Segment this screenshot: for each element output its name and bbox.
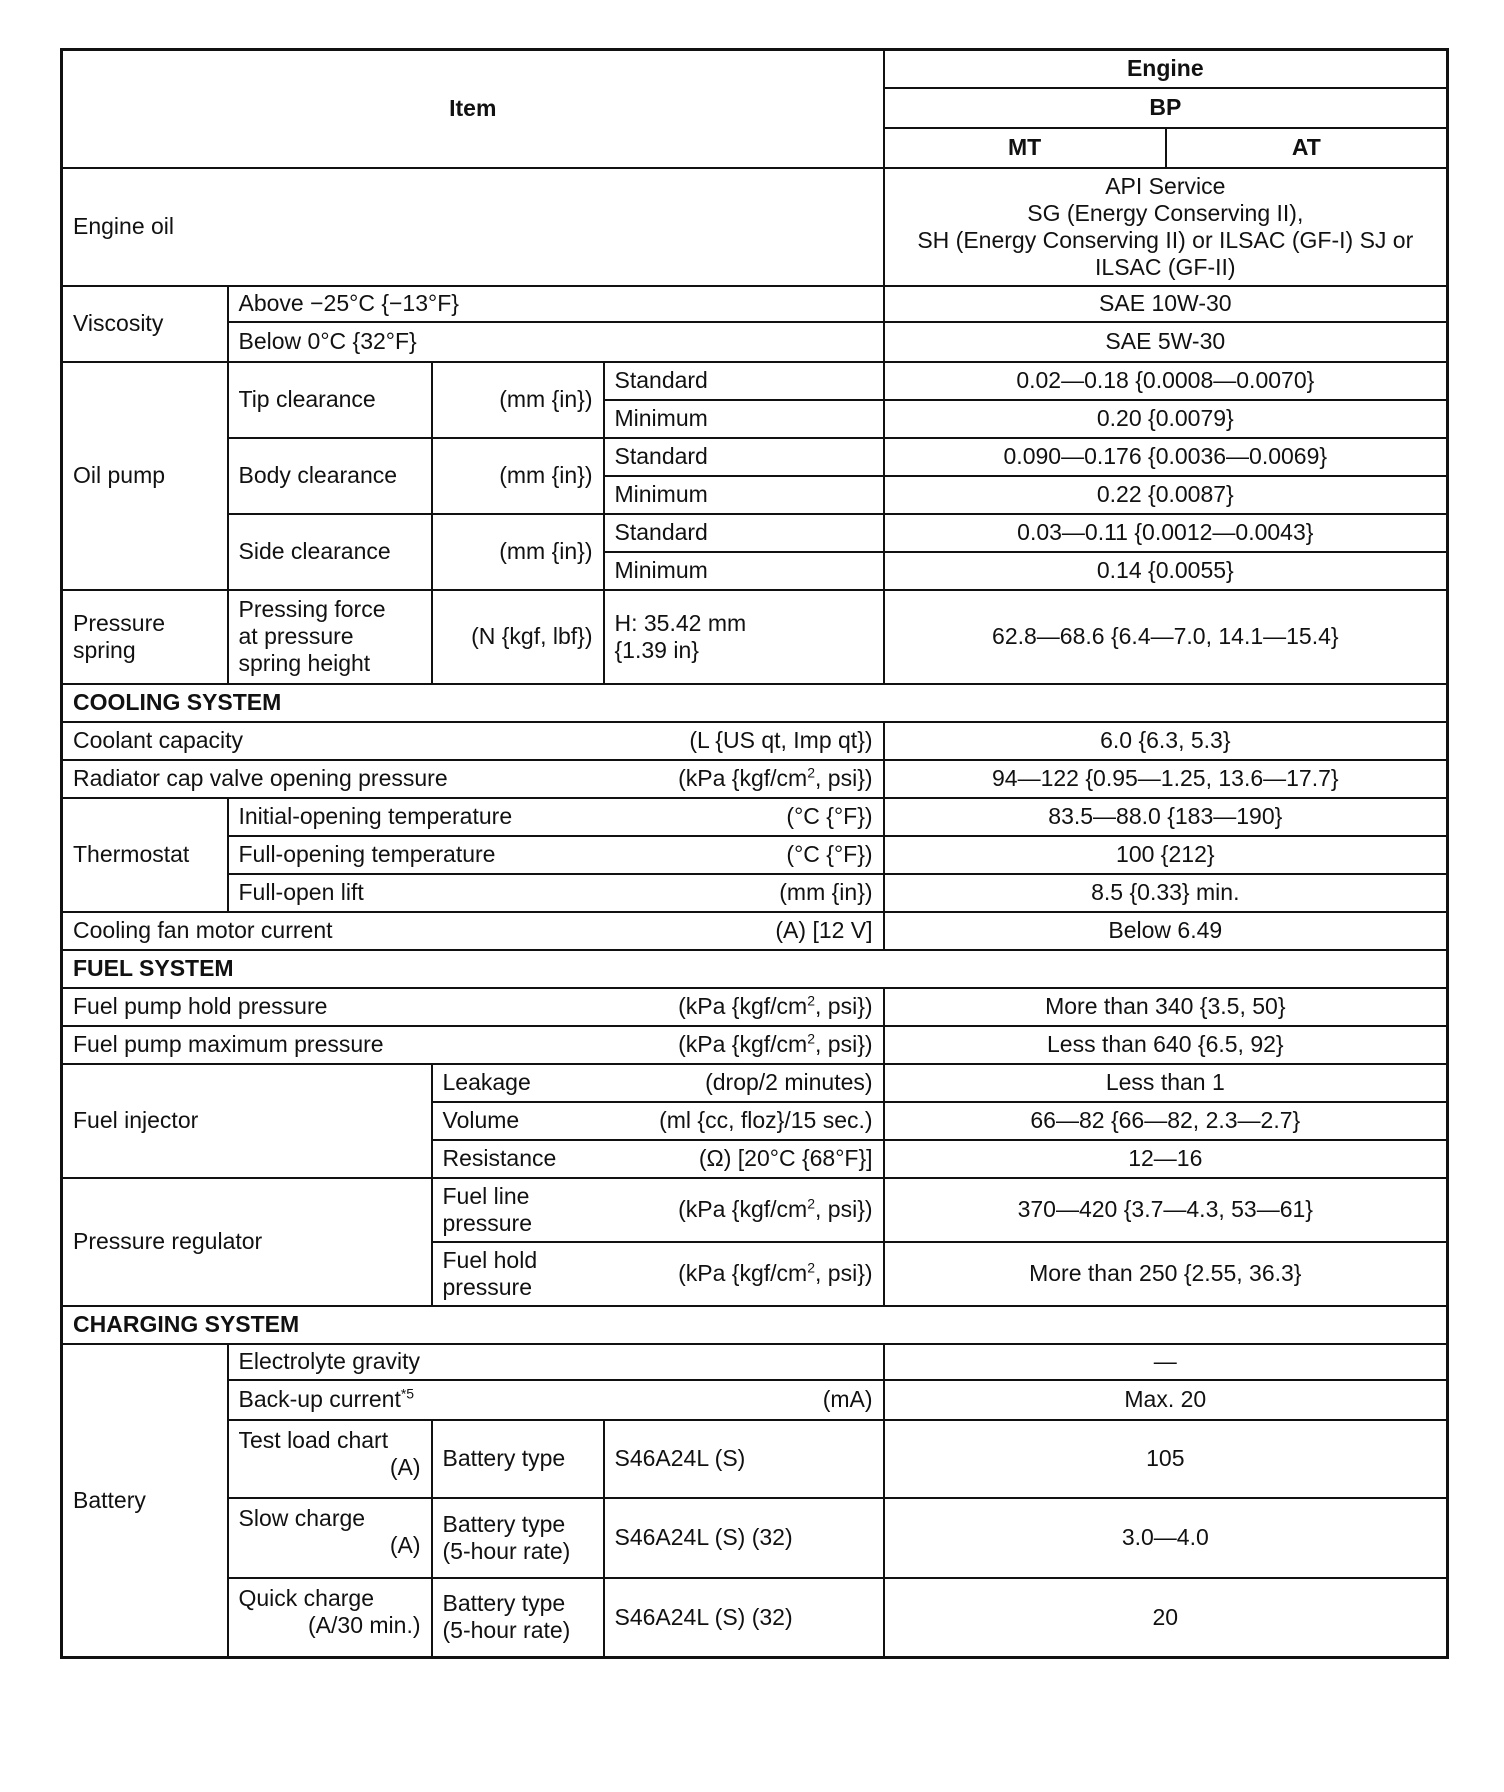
header-item: Item: [62, 50, 884, 168]
charging-system-heading: CHARGING SYSTEM: [62, 1306, 1448, 1344]
coolant-capacity-label: Coolant capacity: [73, 727, 244, 753]
unit-sup: 2: [807, 1030, 816, 1047]
cooling-system-heading: COOLING SYSTEM: [62, 684, 1448, 722]
fuel-injector-unit: (ml {cc, floz}/15 sec.): [659, 1107, 873, 1133]
pressure-spring-desc-line: Pressing force: [238, 596, 386, 622]
viscosity-condition: Above −25°C {−13°F}: [228, 286, 884, 322]
oil-pump-kind: Standard: [604, 362, 884, 400]
thermostat-unit: (°C {°F}): [786, 841, 873, 867]
engine-oil-value: [884, 168, 1448, 286]
thermostat-item: Full-open lift: [238, 879, 364, 905]
fuel-pump-max-row: [62, 1026, 884, 1064]
thermostat-unit: (°C {°F}): [786, 803, 873, 829]
fuel-pump-hold-label: Fuel pump hold pressure: [73, 993, 328, 1019]
coolant-capacity-unit: (L {US qt, Imp qt}): [689, 727, 873, 753]
thermostat-value: 100 {212}: [884, 836, 1448, 874]
viscosity-label: Viscosity: [62, 286, 228, 362]
engine-oil-label: Engine oil: [62, 168, 884, 286]
battery-test-name: [228, 1498, 432, 1578]
oil-pump-kind: Standard: [604, 438, 884, 476]
fuel-injector-row: [432, 1064, 884, 1102]
battery-type-label: [432, 1578, 604, 1658]
oil-pump-value: 0.090—0.176 {0.0036—0.0069}: [884, 438, 1448, 476]
unit-part: (kPa {kgf/cm: [678, 765, 808, 791]
battery-model: S46A24L (S): [604, 1420, 884, 1498]
pressure-spring-label: [62, 590, 228, 684]
thermostat-row: [228, 836, 884, 874]
regulator-item-line: pressure: [442, 1209, 532, 1236]
coolant-capacity-row: [62, 722, 884, 760]
electrolyte-gravity-label: Electrolyte gravity: [228, 1344, 884, 1380]
battery-type-line: (5-hour rate): [442, 1617, 571, 1644]
unit-sup: 2: [807, 992, 816, 1009]
oil-pump-item: Side clearance: [228, 514, 432, 590]
fuel-injector-unit: (drop/2 minutes): [705, 1069, 873, 1095]
viscosity-value: SAE 10W-30: [884, 286, 1448, 322]
battery-model: S46A24L (S) (32): [604, 1498, 884, 1578]
unit-part: (kPa {kgf/cm: [678, 1260, 808, 1286]
unit-sup: 2: [807, 1195, 816, 1212]
unit-part: (kPa {kgf/cm: [678, 1031, 808, 1057]
fuel-pump-hold-unit: [678, 993, 872, 1020]
regulator-item-line: Fuel line: [442, 1182, 530, 1209]
electrolyte-gravity-value: —: [884, 1344, 1448, 1380]
engine-oil-line: SG (Energy Conserving II),: [1027, 199, 1304, 226]
backup-current-unit: (mA): [822, 1386, 873, 1412]
oil-pump-unit: (mm {in}): [432, 514, 604, 590]
cooling-fan-unit: (A) [12 V]: [775, 917, 873, 943]
battery-test-value: 3.0—4.0: [884, 1498, 1448, 1578]
coolant-capacity-value: 6.0 {6.3, 5.3}: [884, 722, 1448, 760]
battery-test-label: Slow charge: [238, 1504, 366, 1531]
battery-label: Battery: [62, 1344, 228, 1658]
thermostat-value: 8.5 {0.33} min.: [884, 874, 1448, 912]
unit-part: , psi}): [815, 765, 873, 791]
oil-pump-value: 0.14 {0.0055}: [884, 552, 1448, 590]
unit-part: (kPa {kgf/cm: [678, 1196, 808, 1222]
fuel-pump-hold-value: More than 340 {3.5, 50}: [884, 988, 1448, 1026]
cooling-fan-label: Cooling fan motor current: [73, 917, 333, 943]
battery-test-label: Quick charge: [238, 1584, 375, 1611]
fuel-pump-max-value: Less than 640 {6.5, 92}: [884, 1026, 1448, 1064]
oil-pump-item: Body clearance: [228, 438, 432, 514]
oil-pump-value: 0.02—0.18 {0.0008—0.0070}: [884, 362, 1448, 400]
fuel-pump-max-label: Fuel pump maximum pressure: [73, 1031, 384, 1057]
battery-model: S46A24L (S) (32): [604, 1578, 884, 1658]
oil-pump-value: 0.22 {0.0087}: [884, 476, 1448, 514]
backup-current-label: [239, 1386, 415, 1413]
battery-test-unit: (A): [389, 1453, 421, 1480]
unit-part: , psi}): [815, 1260, 873, 1286]
pressure-regulator-item: [443, 1247, 538, 1301]
cooling-fan-value: Below 6.49: [884, 912, 1448, 950]
pressure-spring-condition: [604, 590, 884, 684]
thermostat-label: Thermostat: [62, 798, 228, 912]
battery-type-line: Battery type: [442, 1510, 566, 1537]
oil-pump-label: Oil pump: [62, 362, 228, 590]
oil-pump-kind: Minimum: [604, 476, 884, 514]
backup-current-value: Max. 20: [884, 1380, 1448, 1420]
battery-test-unit: (A/30 min.): [308, 1611, 421, 1638]
battery-type-label: [432, 1420, 604, 1498]
pressure-regulator-unit: [678, 1260, 872, 1287]
fuel-injector-label: Fuel injector: [62, 1064, 432, 1178]
fuel-injector-row: [432, 1102, 884, 1140]
oil-pump-kind: Minimum: [604, 552, 884, 590]
header-engine: Engine: [884, 50, 1448, 88]
radiator-cap-unit: [678, 765, 872, 792]
battery-test-value: 20: [884, 1578, 1448, 1658]
battery-type-line: (5-hour rate): [442, 1537, 571, 1564]
engine-oil-line: ILSAC (GF-II): [1095, 253, 1236, 280]
fuel-pump-max-unit: [678, 1031, 872, 1058]
battery-test-unit: (A): [389, 1531, 421, 1558]
unit-part: (kPa {kgf/cm: [678, 993, 808, 1019]
pressure-spring-desc: [228, 590, 432, 684]
thermostat-item: Full-opening temperature: [238, 841, 496, 867]
pressure-spring-unit: (N {kgf, lbf}): [432, 590, 604, 684]
radiator-cap-label: Radiator cap valve opening pressure: [73, 765, 448, 791]
fuel-injector-item: Resistance: [442, 1145, 557, 1171]
engine-oil-line: SH (Energy Conserving II) or ILSAC (GF-I) SJ or: [917, 226, 1414, 253]
radiator-cap-value: 94—122 {0.95—1.25, 13.6—17.7}: [884, 760, 1448, 798]
pressure-regulator-value: More than 250 {2.55, 36.3}: [884, 1242, 1448, 1306]
pressure-spring-desc-line: at pressure: [238, 623, 354, 649]
backup-current-name: Back-up current: [238, 1386, 401, 1412]
pressure-regulator-row: [432, 1242, 884, 1306]
pressure-spring-desc-line: spring height: [238, 650, 371, 676]
oil-pump-unit: (mm {in}): [432, 362, 604, 438]
fuel-injector-value: 66—82 {66—82, 2.3—2.7}: [884, 1102, 1448, 1140]
thermostat-value: 83.5—88.0 {183—190}: [884, 798, 1448, 836]
viscosity-value: SAE 5W-30: [884, 322, 1448, 362]
battery-test-name: [228, 1420, 432, 1498]
cooling-fan-row: [62, 912, 884, 950]
oil-pump-item: Tip clearance: [228, 362, 432, 438]
thermostat-row: [228, 874, 884, 912]
backup-current-footnote: *5: [400, 1385, 415, 1402]
regulator-item-line: pressure: [442, 1273, 532, 1300]
pressure-regulator-item: [443, 1183, 532, 1237]
viscosity-condition: Below 0°C {32°F}: [228, 322, 884, 362]
backup-current-row: [228, 1380, 884, 1420]
battery-test-label: Test load chart: [238, 1426, 389, 1453]
header-engine-code: BP: [884, 88, 1448, 128]
oil-pump-value: 0.20 {0.0079}: [884, 400, 1448, 438]
oil-pump-unit: (mm {in}): [432, 438, 604, 514]
unit-sup: 2: [807, 764, 816, 781]
fuel-injector-unit: (Ω) [20°C {68°F}]: [698, 1145, 873, 1171]
pressure-regulator-value: 370—420 {3.7—4.3, 53—61}: [884, 1178, 1448, 1242]
unit-part: , psi}): [815, 993, 873, 1019]
thermostat-unit: (mm {in}): [779, 879, 873, 905]
pressure-spring-cond-line: {1.39 in}: [614, 636, 699, 663]
battery-type-line: Battery type: [442, 1445, 566, 1471]
battery-test-name: [228, 1578, 432, 1658]
battery-type-label: [432, 1498, 604, 1578]
battery-test-value: 105: [884, 1420, 1448, 1498]
fuel-injector-item: Volume: [442, 1107, 520, 1133]
thermostat-item: Initial-opening temperature: [238, 803, 513, 829]
header-mt: MT: [884, 128, 1166, 168]
regulator-item-line: Fuel hold: [442, 1246, 538, 1273]
pressure-spring-value: 62.8—68.6 {6.4—7.0, 14.1—15.4}: [884, 590, 1448, 684]
radiator-cap-row: [62, 760, 884, 798]
engine-oil-line: API Service: [1105, 172, 1226, 199]
oil-pump-kind: Standard: [604, 514, 884, 552]
header-at: AT: [1166, 128, 1448, 168]
fuel-injector-row: [432, 1140, 884, 1178]
oil-pump-value: 0.03—0.11 {0.0012—0.0043}: [884, 514, 1448, 552]
oil-pump-kind: Minimum: [604, 400, 884, 438]
battery-type-line: Battery type: [442, 1590, 566, 1617]
pressure-regulator-unit: [678, 1196, 872, 1223]
unit-sup: 2: [807, 1259, 816, 1276]
pressure-spring-label-line: Pressure: [73, 609, 166, 636]
fuel-injector-item: Leakage: [442, 1069, 531, 1095]
pressure-regulator-row: [432, 1178, 884, 1242]
unit-part: , psi}): [815, 1196, 873, 1222]
pressure-spring-cond-line: H: 35.42 mm: [614, 609, 747, 636]
thermostat-row: [228, 798, 884, 836]
fuel-injector-value: Less than 1: [884, 1064, 1448, 1102]
unit-part: , psi}): [815, 1031, 873, 1057]
pressure-spring-label-line: spring: [73, 636, 136, 663]
specification-table: [60, 48, 1449, 1659]
fuel-pump-hold-row: [62, 988, 884, 1026]
fuel-system-heading: FUEL SYSTEM: [62, 950, 1448, 988]
fuel-injector-value: 12—16: [884, 1140, 1448, 1178]
pressure-regulator-label: Pressure regulator: [62, 1178, 432, 1306]
